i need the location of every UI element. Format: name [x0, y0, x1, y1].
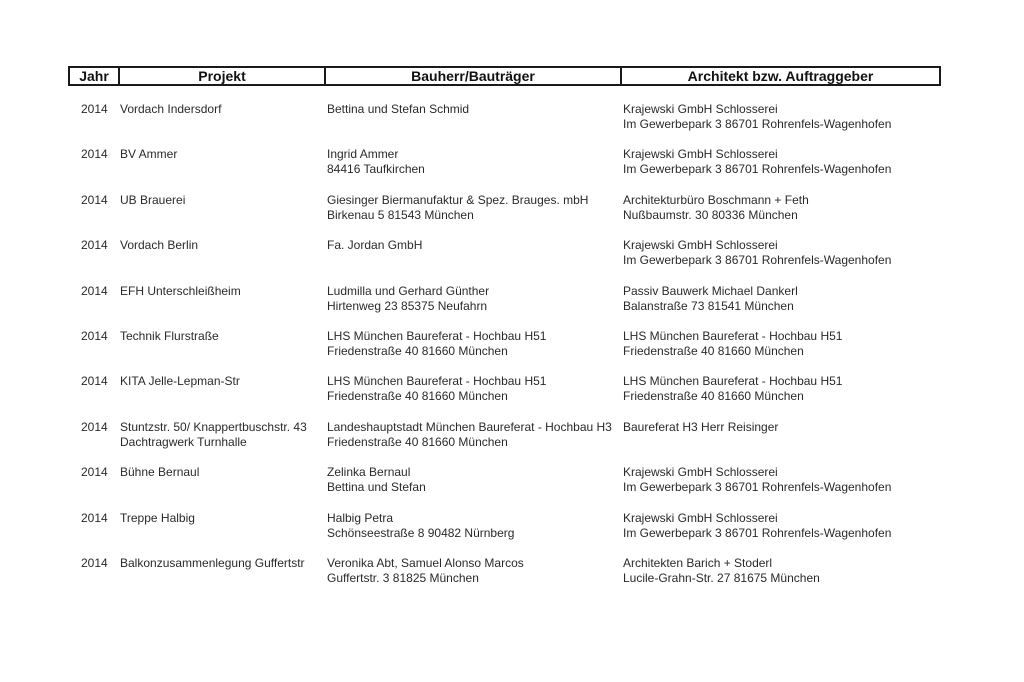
cell-architekt-line: Krajewski GmbH Schlosserei: [623, 102, 778, 116]
cell-projekt: [120, 511, 195, 541]
cell-architekt: [623, 102, 891, 132]
cell-architekt-line: Architekturbüro Boschmann + Feth: [623, 192, 809, 207]
cell-architekt-line: LHS München Baureferat - Hochbau H51: [623, 374, 843, 389]
cell-bauherr: [327, 556, 524, 586]
cell-bauherr-line: Zelinka Bernaul: [327, 465, 411, 480]
cell-bauherr-line: Halbig Petra: [327, 510, 394, 525]
cell-jahr: 2014: [81, 555, 108, 570]
cell-bauherr: [327, 374, 546, 404]
cell-projekt-line: Balkonzusammenlegung Guffertstr: [120, 555, 305, 570]
cell-bauherr-line: Guffertstr. 3 81825 München: [327, 570, 479, 585]
cell-bauherr: [327, 284, 489, 314]
cell-architekt: [623, 329, 842, 359]
table-row: [0, 193, 1024, 238]
cell-projekt-line: [120, 526, 195, 541]
cell-jahr: 2014: [81, 192, 108, 207]
header-jahr: Jahr: [70, 68, 120, 84]
cell-jahr: 2014: [81, 147, 108, 162]
cell-architekt-line: Im Gewerbepark 3 86701 Rohrenfels-Wagenhofen: [623, 117, 892, 131]
cell-bauherr-line: Schönseestraße 8 90482 Nürnberg: [327, 525, 515, 540]
cell-architekt: [623, 374, 842, 404]
cell-bauherr-line: Giesinger Biermanufaktur & Spez. Brauges. mbH: [327, 192, 589, 207]
cell-architekt-line: [623, 435, 778, 450]
cell-jahr: 2014: [81, 510, 108, 525]
cell-projekt-line: [120, 389, 240, 404]
table-row: [0, 511, 1024, 556]
cell-projekt-line: Bühne Bernaul: [120, 465, 200, 480]
cell-projekt: [120, 374, 240, 404]
cell-architekt-line: Im Gewerbepark 3 86701 Rohrenfels-Wagenhofen: [623, 162, 892, 177]
cell-bauherr-line: Veronika Abt, Samuel Alonso Marcos: [327, 555, 524, 570]
table-row: [0, 465, 1024, 510]
cell-architekt-line: Nußbaumstr. 30 80336 München: [623, 207, 798, 222]
cell-projekt-line: [120, 344, 219, 359]
cell-projekt-line: Stuntzstr. 50/ Knappertbuschstr. 43: [120, 419, 307, 434]
cell-bauherr-line: Fa. Jordan GmbH: [327, 238, 423, 253]
cell-bauherr-line: 84416 Taufkirchen: [327, 162, 425, 177]
cell-architekt: [623, 420, 778, 450]
cell-projekt-line: Technik Flurstraße: [120, 328, 219, 343]
table-row: [0, 238, 1024, 283]
cell-projekt: [120, 329, 219, 359]
cell-projekt-line: [120, 299, 241, 314]
cell-bauherr-line: Friedenstraße 40 81660 München: [327, 434, 508, 449]
cell-bauherr: [327, 238, 422, 268]
cell-jahr: 2014: [81, 419, 108, 434]
cell-architekt-line: Architekten Barich + Stoderl: [623, 555, 773, 570]
cell-projekt-line: [120, 480, 199, 495]
cell-jahr: 2014: [81, 283, 108, 298]
table-row: [0, 147, 1024, 192]
cell-bauherr: [327, 465, 426, 495]
cell-architekt-line: Krajewski GmbH Schlosserei: [623, 238, 778, 253]
cell-architekt-line: Im Gewerbepark 3 86701 Rohrenfels-Wagenhofen: [623, 525, 892, 540]
cell-bauherr: [327, 193, 588, 223]
cell-projekt-line: UB Brauerei: [120, 192, 186, 207]
cell-architekt-line: Lucile-Grahn-Str. 27 81675 München: [623, 570, 820, 585]
cell-architekt: [623, 511, 891, 541]
cell-architekt: [623, 193, 809, 223]
cell-bauherr-line: [327, 117, 469, 132]
cell-projekt: [120, 147, 177, 177]
cell-bauherr-line: [327, 253, 422, 268]
cell-bauherr: [327, 102, 469, 132]
cell-architekt-line: Im Gewerbepark 3 86701 Rohrenfels-Wagenhofen: [623, 480, 892, 495]
cell-projekt-line: Treppe Halbig: [120, 510, 195, 525]
cell-projekt: [120, 102, 221, 132]
cell-projekt: [120, 465, 199, 495]
table-header: [68, 66, 941, 86]
cell-architekt-line: Friedenstraße 40 81660 München: [623, 343, 804, 358]
header-architekt: Architekt bzw. Auftraggeber: [687, 68, 874, 84]
cell-bauherr: [327, 329, 546, 359]
table-row: [0, 284, 1024, 329]
cell-bauherr-line: Friedenstraße 40 81660 München: [327, 389, 508, 404]
cell-projekt-line: [120, 208, 185, 223]
table-row: [0, 420, 1024, 465]
cell-bauherr-line: Friedenstraße 40 81660 München: [327, 343, 508, 358]
cell-bauherr: [327, 420, 612, 450]
cell-architekt-line: Krajewski GmbH Schlosserei: [623, 465, 778, 480]
header-bauherr: Bauherr/Bauträger: [326, 68, 622, 84]
cell-bauherr-line: Landeshauptstadt München Baureferat - Hochbau H3: [327, 419, 612, 434]
cell-architekt: [623, 147, 891, 177]
table-row: [0, 556, 1024, 601]
cell-architekt-line: LHS München Baureferat - Hochbau H51: [623, 328, 843, 343]
table-row: [0, 329, 1024, 374]
cell-jahr: 2014: [81, 328, 108, 343]
cell-projekt: [120, 238, 198, 268]
cell-projekt: [120, 420, 307, 450]
cell-bauherr-line: LHS München Baureferat - Hochbau H51: [327, 328, 547, 343]
cell-jahr: 2014: [81, 465, 108, 480]
cell-jahr: 2014: [81, 374, 108, 389]
cell-architekt-line: Krajewski GmbH Schlosserei: [623, 510, 778, 525]
cell-projekt: [120, 193, 185, 223]
cell-bauherr-line: LHS München Baureferat - Hochbau H51: [327, 374, 547, 389]
cell-projekt-line: [120, 117, 221, 132]
cell-bauherr-line: Bettina und Stefan: [327, 480, 426, 495]
cell-architekt-line: Im Gewerbepark 3 86701 Rohrenfels-Wagenhofen: [623, 253, 892, 268]
cell-bauherr-line: Ingrid Ammer: [327, 147, 399, 162]
cell-bauherr-line: Bettina und Stefan Schmid: [327, 102, 470, 116]
cell-projekt-line: BV Ammer: [120, 147, 178, 162]
cell-jahr: 2014: [81, 238, 108, 253]
table-body: [0, 102, 1024, 601]
cell-bauherr-line: Birkenau 5 81543 München: [327, 207, 474, 222]
cell-architekt-line: Baureferat H3 Herr Reisinger: [623, 419, 779, 434]
cell-architekt-line: Krajewski GmbH Schlosserei: [623, 147, 778, 162]
cell-projekt-line: [120, 571, 305, 586]
cell-bauherr-line: Ludmilla und Gerhard Günther: [327, 283, 490, 298]
header-projekt: Projekt: [120, 68, 326, 84]
cell-architekt: [623, 465, 891, 495]
cell-projekt-line: [120, 253, 198, 268]
cell-projekt-line: Vordach Berlin: [120, 238, 199, 253]
cell-architekt-line: Passiv Bauwerk Michael Dankerl: [623, 283, 798, 298]
cell-architekt: [623, 238, 891, 268]
cell-projekt-line: Dachtragwerk Turnhalle: [120, 434, 247, 449]
cell-bauherr: [327, 511, 514, 541]
cell-projekt-line: [120, 162, 177, 177]
table-row: [0, 374, 1024, 419]
cell-bauherr: [327, 147, 425, 177]
cell-bauherr-line: Hirtenweg 23 85375 Neufahrn: [327, 298, 488, 313]
cell-architekt: [623, 556, 820, 586]
cell-projekt-line: KITA Jelle-Lepman-Str: [120, 374, 240, 389]
cell-projekt: [120, 284, 241, 314]
table-row: [0, 102, 1024, 147]
cell-jahr: 2014: [81, 102, 108, 116]
cell-architekt-line: Friedenstraße 40 81660 München: [623, 389, 804, 404]
cell-projekt-line: EFH Unterschleißheim: [120, 283, 241, 298]
cell-projekt-line: Vordach Indersdorf: [120, 102, 222, 116]
cell-projekt: [120, 556, 305, 586]
cell-architekt-line: Balanstraße 73 81541 München: [623, 298, 794, 313]
cell-architekt: [623, 284, 798, 314]
